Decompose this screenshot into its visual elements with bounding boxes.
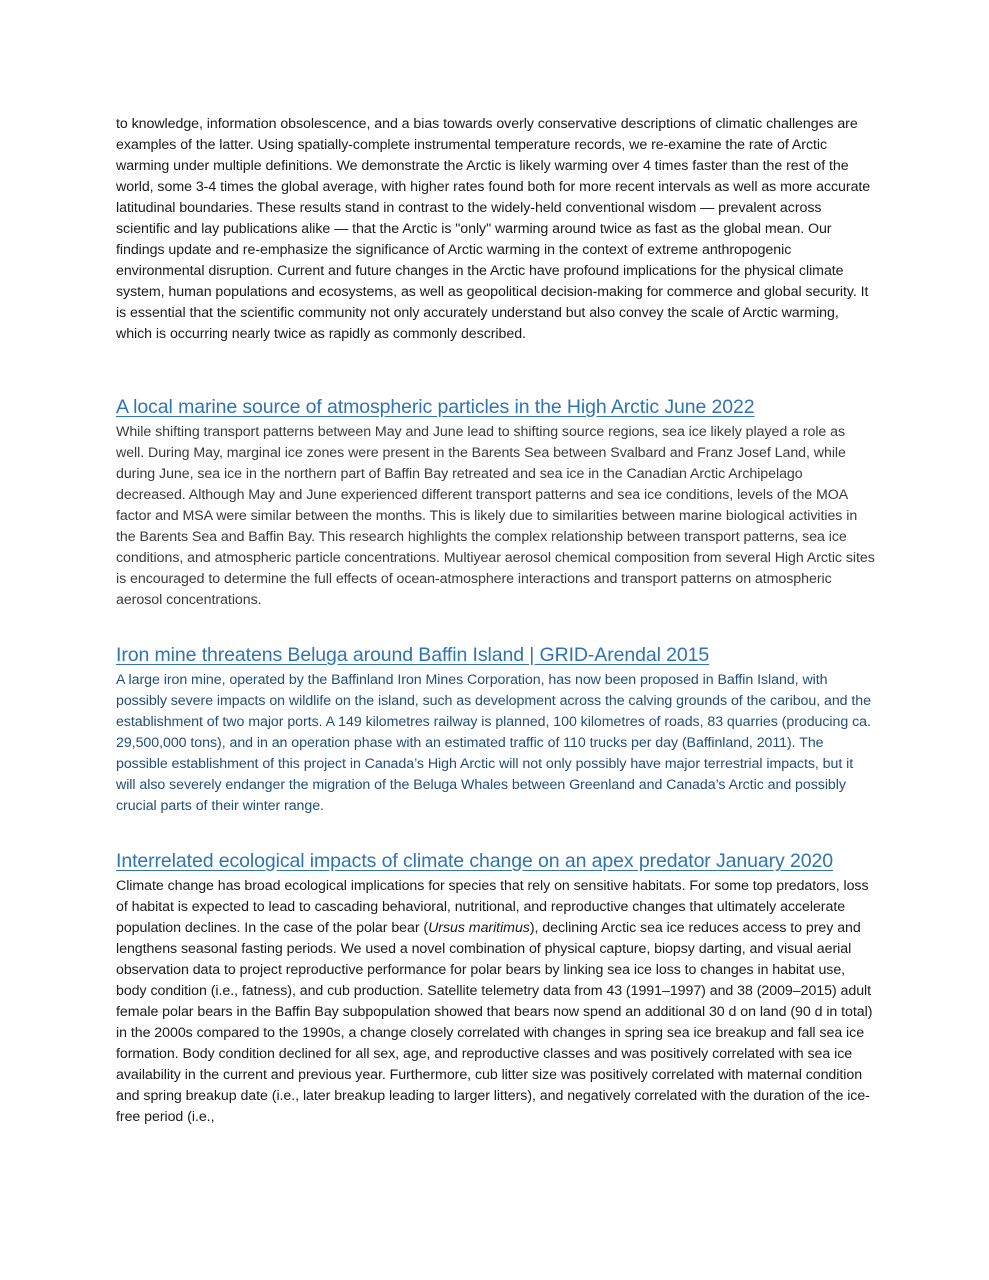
section-body-iron-mine: A large iron mine, operated by the Baffinland Iron Mines Corporation, has now been proposed in Baffin Island, with possibly severe impacts on wildlife on the island, such as development across the calving grounds of the caribou, and the establishment of two major ports. A 149 kilometres railway is planned, 100 kilometres of roads, 83 quarries (producing ca. 29,500,000 tons), and in an operation phase with an estimated traffic of 110 trucks per day (Baffinland, 2011). The possible establishment of this project in Canada’s High Arctic will not only possibly have major terrestrial impacts, but it will also severely endanger the migration of the Beluga Whales between Greenland and Canada’s Arctic and possibly crucial parts of their winter range. bbox=[116, 672, 871, 814]
section-body-apex-predator bbox=[116, 876, 876, 1128]
species-name-italic: Ursus maritimus bbox=[428, 920, 530, 936]
section-body-marine-particles: While shifting transport patterns between May and June lead to shifting source regions, sea ice likely played a role as well. During May, marginal ice zones were present in the Barents Sea between Svalbard and Franz Josef Land, while during June, sea ice in the northern part of Baffin Bay retreated and sea ice in the Canadian Arctic Archipelago decreased. Although May and June experienced different transport patterns and sea ice conditions, levels of the MOA factor and MSA were similar between the months. This is likely due to similarities between marine biological activities in the Barents Sea and Baffin Bay. This research highlights the complex relationship between transport patterns, sea ice conditions, and atmospheric particle concentrations. Multiyear aerosol chemical composition from several High Arctic sites is encouraged to determine the full effects of ocean-atmosphere interactions and transport patterns on atmospheric aerosol concentrations. bbox=[116, 424, 875, 608]
document-page bbox=[116, 114, 876, 1128]
section-title-apex-predator[interactable]: Interrelated ecological impacts of climate change on an apex predator January 2020 bbox=[116, 850, 833, 872]
section-title-iron-mine[interactable]: Iron mine threatens Beluga around Baffin Island | GRID-Arendal 2015 bbox=[116, 644, 710, 666]
body-text-part-2: ), declining Arctic sea ice reduces access to prey and lengthens seasonal fasting periods. We used a novel combination of physical capture, biopsy darting, and visual aerial observation data to project reproductive performance for polar bears by linking sea ice loss to changes in habitat use, body condition (i.e., fatness), and cub production. Satellite telemetry data from 43 (1991–1997) and 38 (2009–2015) adult female polar bears in the Baffin Bay subpopulation showed that bears now spend an additional 30 d on land (90 d in total) in the 2000s compared to the 1990s, a change closely correlated with changes in spring sea ice breakup and fall sea ice formation. Body condition declined for all sex, age, and reproductive classes and was positively correlated with sea ice availability in the current and previous year. Furthermore, cub litter size was positively correlated with maternal condition and spring breakup date (i.e., later breakup leading to larger litters), and negatively correlated with the duration of the ice-free period (i.e., bbox=[116, 920, 873, 1125]
intro-paragraph: to knowledge, information obsolescence, and a bias towards overly conservative descriptions of climatic challenges are examples of the latter. Using spatially-complete instrumental temperature records, we re-examine the rate of Arctic warming under multiple definitions. We demonstrate the Arctic is likely warming over 4 times faster than the rest of the world, some 3-4 times the global average, with higher rates found both for more recent intervals as well as more accurate latitudinal boundaries. These results stand in contrast to the widely-held conventional wisdom — prevalent across scientific and lay publications alike — that the Arctic is "only" warming around twice as fast as the global mean. Our findings update and re-emphasize the significance of Arctic warming in the context of extreme anthropogenic environmental disruption. Current and future changes in the Arctic have profound implications for the physical climate system, human populations and ecosystems, as well as geopolitical decision-making for commerce and global security. It is essential that the scientific community not only accurately understand but also convey the scale of Arctic warming, which is occurring nearly twice as rapidly as commonly described. bbox=[116, 116, 871, 342]
section-title-marine-particles[interactable]: A local marine source of atmospheric particles in the High Arctic June 2022 bbox=[116, 396, 755, 418]
body-text-part-1: Climate change has broad ecological implications for species that rely on sensitive habitats. For some top predators, loss of habitat is expected to lead to cascading behavioral, nutritional, and reproductive changes that ultimately accelerate population declines. In the case of the polar bear ( bbox=[116, 878, 869, 936]
